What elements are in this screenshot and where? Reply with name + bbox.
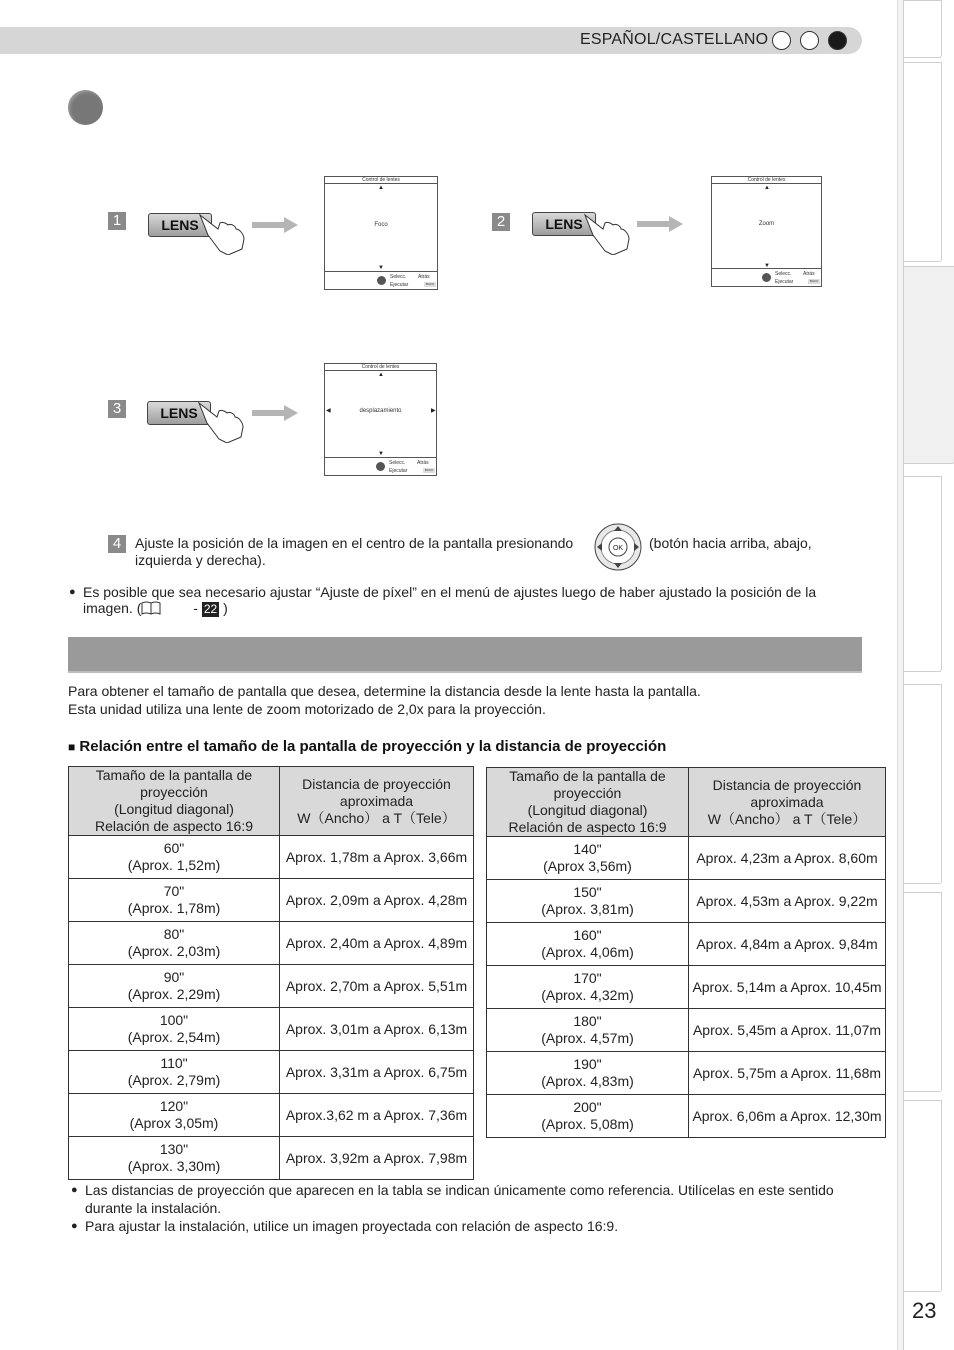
- table-row: 60" (Aprox. 1,52m) Aprox. 1,78m a Aprox. 3,66m: [69, 836, 474, 879]
- note-pixel-adjust-line2: [83, 600, 228, 617]
- intro-line-2: Esta unidad utiliza una lente de zoom motorizado de 2,0x para la proyección.: [68, 701, 546, 717]
- arrow-right-icon: [252, 405, 298, 421]
- lens-button[interactable]: LENS: [148, 213, 212, 237]
- note-dash: -: [193, 600, 198, 616]
- up-triangle-icon: ▲: [378, 372, 384, 378]
- side-tab-5[interactable]: [904, 684, 942, 884]
- distance-table-right: [486, 767, 886, 1138]
- lens-button[interactable]: LENS: [532, 212, 596, 236]
- table-row: 90" (Aprox. 2,29m) Aprox. 2,70m a Aprox. 5,51m: [69, 965, 474, 1008]
- up-triangle-icon: ▲: [764, 185, 770, 191]
- menu-screen-shift: [324, 363, 437, 476]
- down-triangle-icon: ▼: [378, 265, 384, 271]
- section-title-bar: [68, 637, 862, 673]
- pointing-hand-icon: [198, 205, 246, 255]
- book-reference-icon: [141, 601, 161, 615]
- right-triangle-icon: ▶: [431, 408, 436, 414]
- footer-back: Atrás: [803, 271, 815, 277]
- menu-label: Zoom: [758, 221, 775, 227]
- menu-footer: [325, 271, 437, 289]
- table-row: 110" (Aprox. 2,79m) Aprox. 3,31m a Aprox. 6,75m: [69, 1051, 474, 1094]
- table-row: 140" (Aprox 3,56m) Aprox. 4,23m a Aprox. 8,60m: [487, 837, 886, 880]
- note-pixel-adjust-line1: ● Es posible que sea necesario ajustar “Ajuste de píxel” en el menú de ajustes luego de haber ajustado la posición de la: [83, 584, 816, 601]
- side-tab-3-active[interactable]: [904, 266, 954, 464]
- header-distance: Distancia de proyección aproximada W（Ancho） a T（Tele）: [280, 767, 474, 836]
- language-label: ESPAÑOL/CASTELLANO: [580, 31, 769, 48]
- table-row: 80" (Aprox. 2,03m) Aprox. 2,40m a Aprox. 4,89m: [69, 922, 474, 965]
- table-row: 100" (Aprox. 2,54m) Aprox. 3,01m a Aprox. 6,13m: [69, 1008, 474, 1051]
- intro-line-1: Para obtener el tamaño de pantalla que desea, determine la distancia desde la lente hasta la pantalla.: [68, 683, 701, 699]
- side-tab-6[interactable]: [904, 892, 942, 1092]
- ok-icon: [762, 273, 771, 282]
- menu-title: Control de lentes: [325, 177, 437, 184]
- note-reference-line2: durante la instalación.: [85, 1200, 222, 1216]
- footer-select: Selecc.: [389, 460, 406, 466]
- step-number-1: 1: [108, 212, 126, 230]
- arrow-right-icon: [252, 217, 298, 233]
- step-number-4: 4: [108, 535, 126, 553]
- table-row: 120" (Aprox 3,05m) Aprox.3,62 m a Aprox. 7,36m: [69, 1094, 474, 1137]
- step4-text-a: Ajuste la posición de la imagen en el centro de la pantalla presionando: [135, 535, 574, 551]
- footer-select: Selecc.: [390, 274, 407, 280]
- menu-label: Foco: [374, 222, 388, 228]
- square-bullet-icon: ■: [68, 740, 76, 754]
- language-indicator-1: [772, 31, 791, 50]
- note-close: ): [223, 600, 228, 616]
- down-triangle-icon: ▼: [378, 451, 384, 457]
- menu-screen-focus: [324, 176, 438, 290]
- up-triangle-icon: ▲: [378, 185, 384, 191]
- arrow-right-icon: [637, 216, 683, 232]
- ok-icon: [377, 276, 386, 285]
- pointing-hand-icon: [197, 393, 245, 443]
- table-row: 150" (Aprox. 3,81m) Aprox. 4,53m a Aprox. 9,22m: [487, 880, 886, 923]
- header-distance: Distancia de proyección aproximada W（Ancho） a T（Tele）: [689, 768, 886, 837]
- side-tab-1[interactable]: [904, 0, 942, 58]
- side-tabs: [897, 0, 954, 1350]
- note-reference-line1: ● Las distancias de proyección que aparecen en la tabla se indican únicamente como referencia. Utilícelas en este sentido: [85, 1182, 834, 1199]
- directional-pad-icon: [594, 523, 642, 571]
- table-row: 160" (Aprox. 4,06m) Aprox. 4,84m a Aprox. 9,84m: [487, 923, 886, 966]
- menu-title: Control de lentes: [712, 177, 821, 184]
- step-number-2: 2: [492, 213, 510, 231]
- step4-text-b: (botón hacia arriba, abajo,: [649, 535, 812, 551]
- note-text: imagen. (: [83, 600, 142, 616]
- footer-exec: Ejecutar: [775, 279, 794, 285]
- page-number: 23: [912, 1298, 937, 1323]
- footer-select: Selecc.: [775, 271, 792, 277]
- table-row: 190" (Aprox. 4,83m) Aprox. 5,75m a Aprox. 11,68m: [487, 1052, 886, 1095]
- ok-icon: [376, 462, 385, 471]
- section-circle-icon: [68, 90, 103, 125]
- back-key-icon: BACK: [809, 279, 819, 283]
- footer-exec: Ejecutar: [389, 468, 408, 474]
- side-tab-4[interactable]: [904, 476, 942, 672]
- pointing-hand-icon: [583, 205, 631, 255]
- menu-label: desplazamiento: [359, 408, 402, 414]
- back-key-icon: BACK: [425, 282, 435, 286]
- distance-table-left: [68, 766, 474, 1180]
- menu-title: Control de lentes: [325, 364, 436, 371]
- step-number-3: 3: [108, 400, 126, 418]
- page-reference-link[interactable]: 22: [203, 602, 218, 616]
- footer-exec: Ejecutar: [390, 282, 409, 288]
- header-screen-size: Tamaño de la pantalla de proyección (Longitud diagonal) Relación de aspecto 16:9: [487, 768, 689, 837]
- table-heading: [68, 738, 666, 755]
- ok-label: OK: [612, 545, 624, 552]
- step4-text-c: izquierda y derecha).: [135, 552, 266, 568]
- footer-back: Atrás: [417, 460, 429, 466]
- note-aspect-ratio: ● Para ajustar la instalación, utilice un imagen proyectada con relación de aspecto 16:9.: [85, 1218, 618, 1235]
- table-row: 180" (Aprox. 4,57m) Aprox. 5,45m a Aprox. 11,07m: [487, 1009, 886, 1052]
- menu-footer: [712, 268, 821, 286]
- table-row: 170" (Aprox. 4,32m) Aprox. 5,14m a Aprox. 10,45m: [487, 966, 886, 1009]
- table-row: 130" (Aprox. 3,30m) Aprox. 3,92m a Aprox. 7,98m: [69, 1137, 474, 1180]
- menu-footer: [325, 457, 436, 475]
- menu-screen-zoom: [711, 176, 822, 287]
- back-key-icon: BACK: [424, 468, 434, 472]
- footer-back: Atrás: [418, 274, 430, 280]
- lens-button[interactable]: LENS: [147, 401, 211, 425]
- language-indicator-3: [828, 31, 847, 50]
- language-indicator-2: [800, 31, 819, 50]
- table-row: 70" (Aprox. 1,78m) Aprox. 2,09m a Aprox. 4,28m: [69, 879, 474, 922]
- down-triangle-icon: ▼: [764, 263, 770, 269]
- left-triangle-icon: ◀: [326, 408, 331, 414]
- side-tab-7[interactable]: [904, 1100, 942, 1292]
- table-row: 200" (Aprox. 5,08m) Aprox. 6,06m a Aprox. 12,30m: [487, 1095, 886, 1138]
- header-screen-size: Tamaño de la pantalla de proyección (Longitud diagonal) Relación de aspecto 16:9: [69, 767, 280, 836]
- side-tab-2[interactable]: [904, 62, 942, 262]
- table-heading-text: Relación entre el tamaño de la pantalla de proyección y la distancia de proyección: [79, 738, 667, 755]
